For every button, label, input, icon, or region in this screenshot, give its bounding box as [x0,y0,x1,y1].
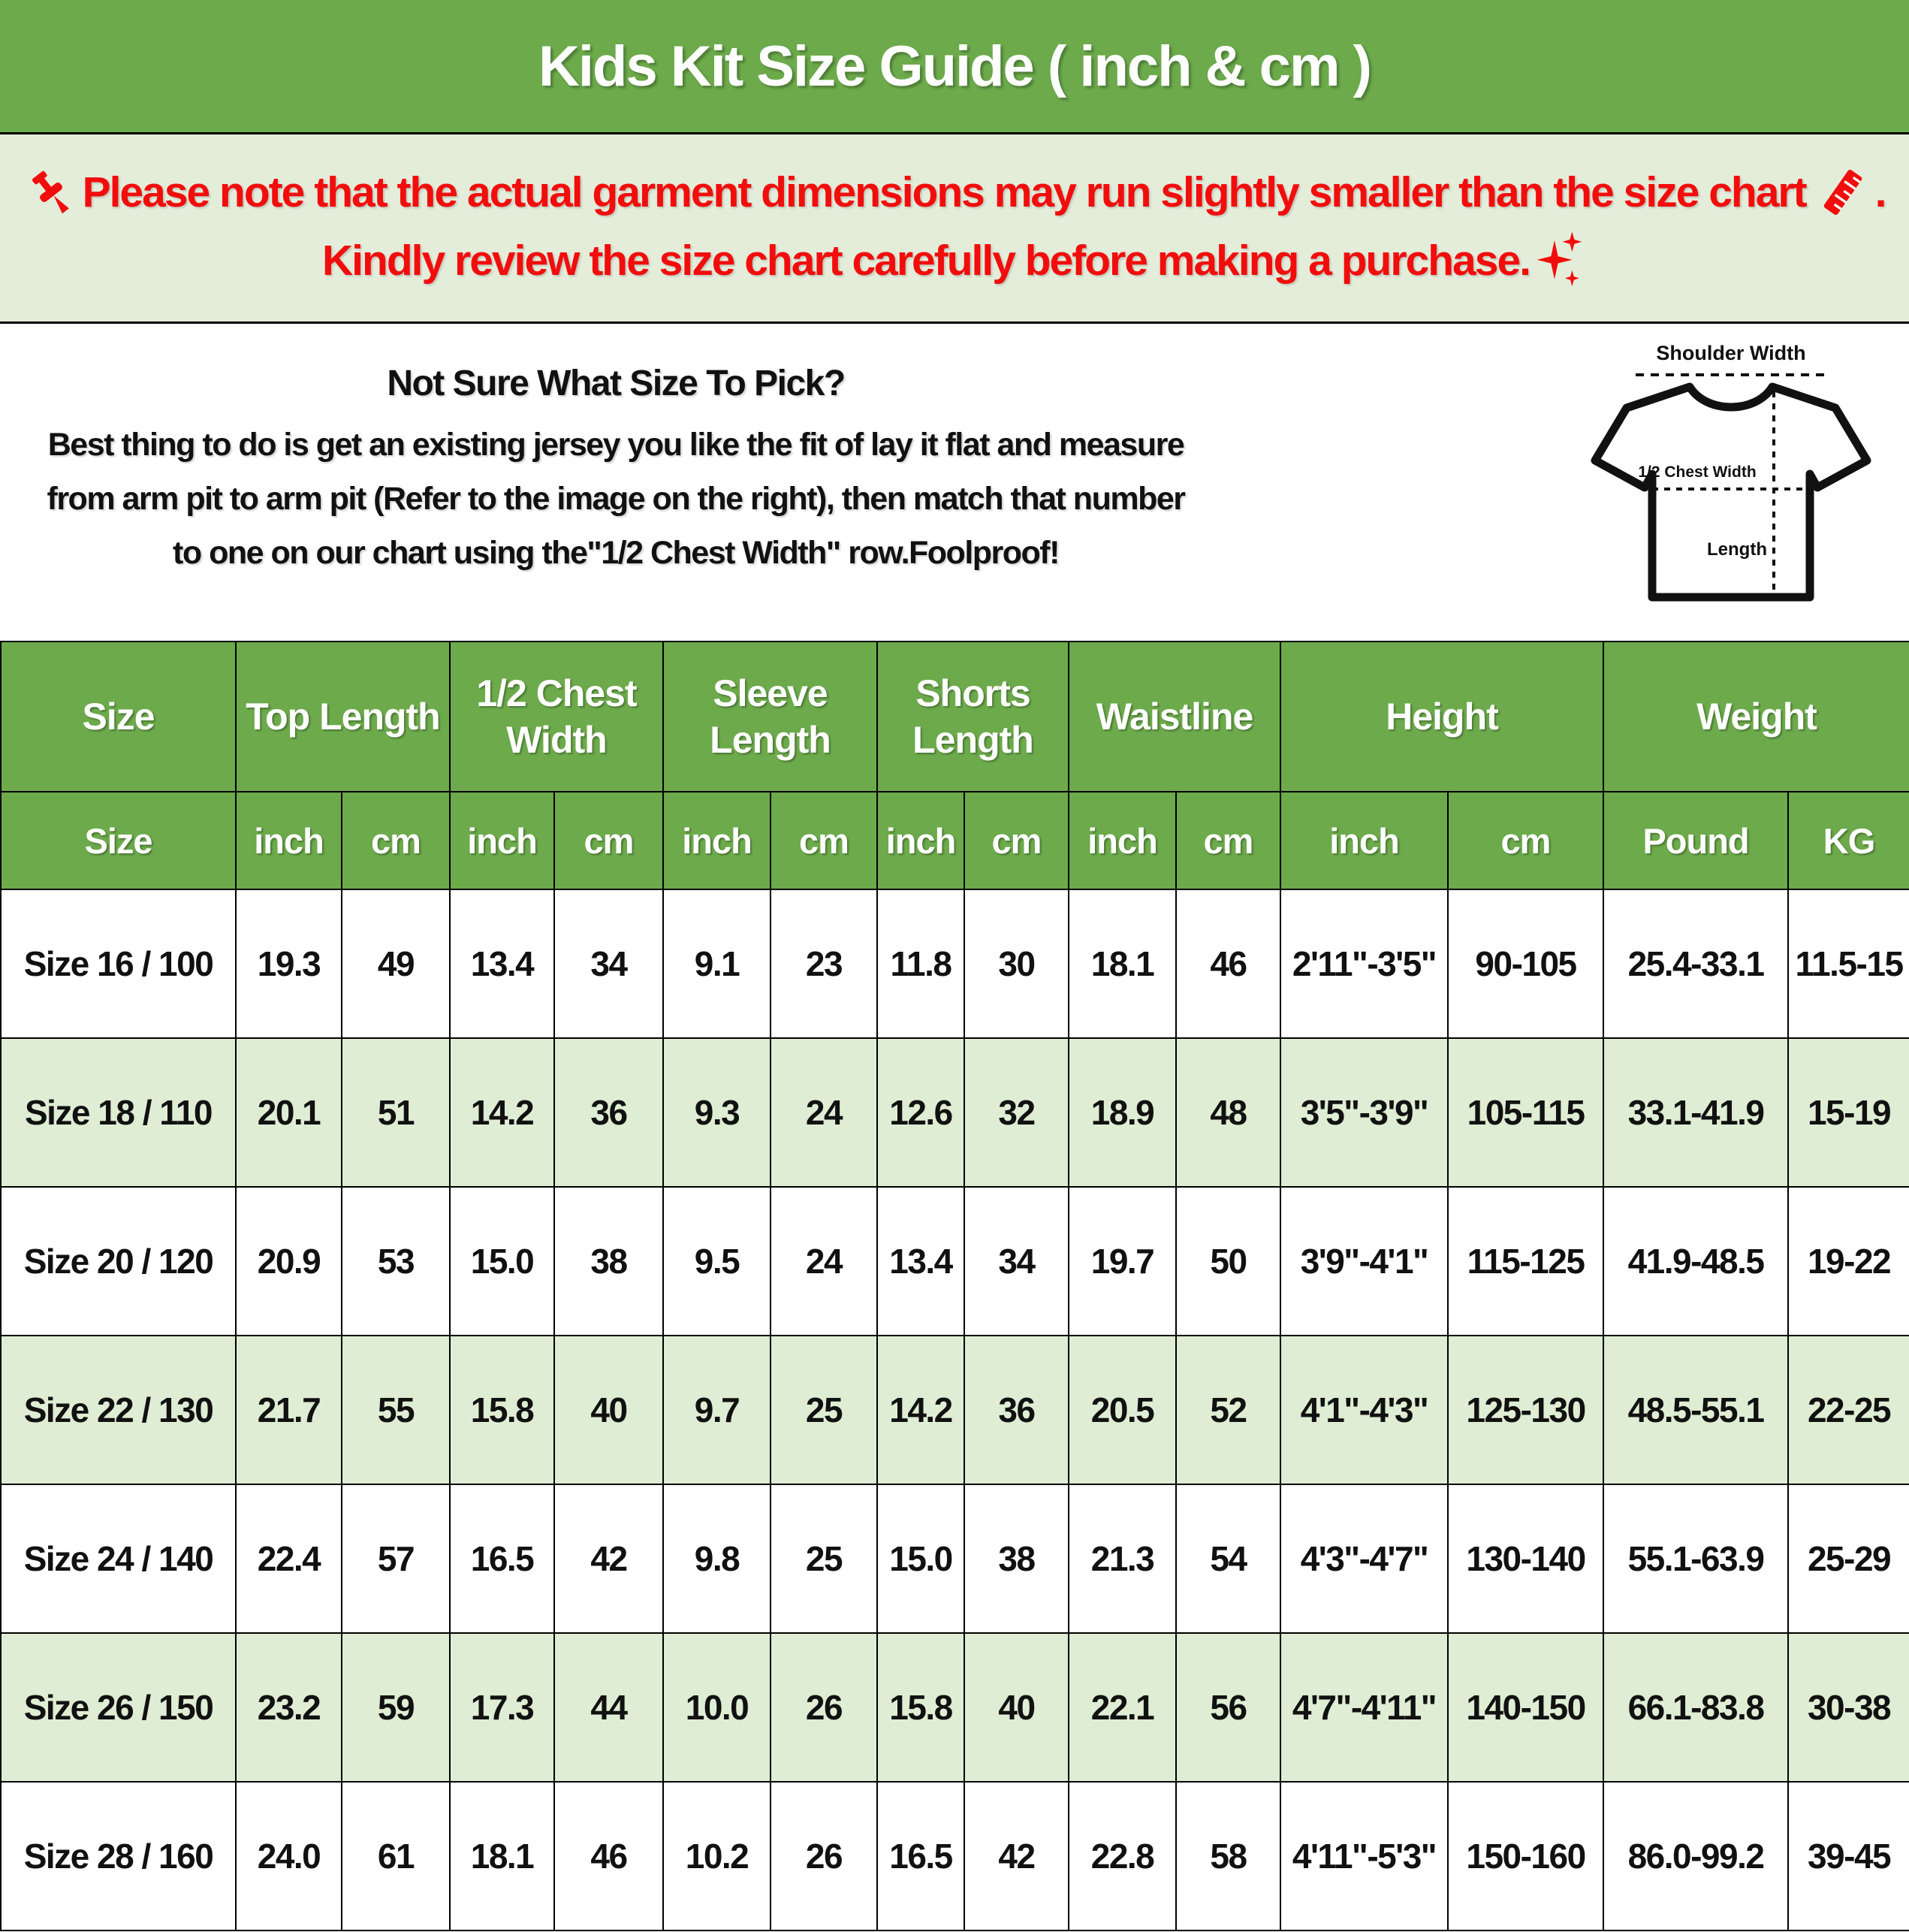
tshirt-measure-diagram [1577,333,1892,632]
value-cell: 54 [1176,1484,1280,1633]
unit-header: cm [771,792,877,889]
value-cell: 22.8 [1069,1782,1176,1930]
value-cell: 9.5 [663,1187,771,1336]
value-cell: 15.8 [877,1633,964,1782]
value-cell: 40 [554,1336,663,1484]
column-header-top-length: Top Length [236,641,450,792]
value-cell: 36 [964,1336,1069,1484]
value-cell: 23.2 [236,1633,342,1782]
table-row [1,1782,1909,1930]
value-cell: 34 [554,889,663,1038]
unit-header: cm [342,792,450,889]
value-cell: 14.2 [450,1038,554,1187]
value-cell: 125-130 [1448,1336,1603,1484]
size-cell: Size 28 / 160 [1,1782,236,1930]
notice-line-2 [322,230,1587,291]
value-cell: 3'9"-4'1" [1280,1187,1448,1336]
value-cell: 46 [1176,889,1280,1038]
value-cell: 34 [964,1187,1069,1336]
value-cell: 39-45 [1788,1782,1909,1930]
column-header-height: Height [1280,641,1603,792]
shoulder-width-label: Shoulder Width [1656,342,1806,364]
table-row [1,1484,1909,1633]
unit-header: inch [1069,792,1176,889]
unit-header: inch [1280,792,1448,889]
value-cell: 11.8 [877,889,964,1038]
notice-line2-text: Kindly review the size chart carefully before making a purchase. [322,236,1530,285]
value-cell: 24 [771,1187,877,1336]
unit-header: cm [964,792,1069,889]
table-row [1,1336,1909,1484]
value-cell: 46 [554,1782,663,1930]
value-cell: 50 [1176,1187,1280,1336]
size-cell: Size 22 / 130 [1,1336,236,1484]
value-cell: 9.7 [663,1336,771,1484]
value-cell: 38 [554,1187,663,1336]
value-cell: 9.1 [663,889,771,1038]
value-cell: 24.0 [236,1782,342,1930]
value-cell: 19.3 [236,889,342,1038]
value-cell: 14.2 [877,1336,964,1484]
size-cell: Size 20 / 120 [1,1187,236,1336]
value-cell: 25.4-33.1 [1603,889,1788,1038]
value-cell: 58 [1176,1782,1280,1930]
notice-line1-text: Please note that the actual garment dimensions may run slightly smaller than the size chart [82,168,1806,216]
value-cell: 18.1 [450,1782,554,1930]
value-cell: 42 [964,1782,1069,1930]
size-cell: Size 24 / 140 [1,1484,236,1633]
value-cell: 15.0 [877,1484,964,1633]
value-cell: 33.1-41.9 [1603,1038,1788,1187]
unit-header: inch [663,792,771,889]
value-cell: 52 [1176,1336,1280,1484]
sparkles-icon [1533,230,1587,291]
value-cell: 20.1 [236,1038,342,1187]
value-cell: 19-22 [1788,1187,1909,1336]
value-cell: 105-115 [1448,1038,1603,1187]
value-cell: 3'5"-3'9" [1280,1038,1448,1187]
table-row [1,1038,1909,1187]
value-cell: 18.1 [1069,889,1176,1038]
value-cell: 10.2 [663,1782,771,1930]
chest-width-label: 1/2 Chest Width [1638,463,1757,481]
value-cell: 12.6 [877,1038,964,1187]
value-cell: 59 [342,1633,450,1782]
size-cell: Size 18 / 110 [1,1038,236,1187]
unit-header: inch [877,792,964,889]
value-cell: 25 [771,1484,877,1633]
size-pick-guide-section [0,324,1909,641]
value-cell: 40 [964,1633,1069,1782]
value-cell: 20.9 [236,1187,342,1336]
unit-header: KG [1788,792,1909,889]
value-cell: 25 [771,1336,877,1484]
value-cell: 51 [342,1038,450,1187]
guide-text-block [0,324,1232,580]
tshirt-outline [1595,387,1867,597]
value-cell: 20.5 [1069,1336,1176,1484]
value-cell: 66.1-83.8 [1603,1633,1788,1782]
value-cell: 48.5-55.1 [1603,1336,1788,1484]
value-cell: 30-38 [1788,1633,1909,1782]
value-cell: 61 [342,1782,450,1930]
value-cell: 15.0 [450,1187,554,1336]
value-cell: 19.7 [1069,1187,1176,1336]
value-cell: 55.1-63.9 [1603,1484,1788,1633]
value-cell: 9.8 [663,1484,771,1633]
value-cell: 30 [964,889,1069,1038]
pushpin-icon [24,165,78,219]
value-cell: 21.3 [1069,1484,1176,1633]
value-cell: 140-150 [1448,1633,1603,1782]
value-cell: 41.9-48.5 [1603,1187,1788,1336]
table-unit-header-row [1,792,1909,889]
value-cell: 26 [771,1782,877,1930]
guide-heading: Not Sure What Size To Pick? [387,364,845,403]
value-cell: 18.9 [1069,1038,1176,1187]
value-cell: 115-125 [1448,1187,1603,1336]
value-cell: 48 [1176,1038,1280,1187]
value-cell: 11.5-15 [1788,889,1909,1038]
value-cell: 25-29 [1788,1484,1909,1633]
value-cell: 13.4 [877,1187,964,1336]
value-cell: 53 [342,1187,450,1336]
value-cell: 13.4 [450,889,554,1038]
value-cell: 24 [771,1038,877,1187]
value-cell: 150-160 [1448,1782,1603,1930]
page-title: Kids Kit Size Guide ( inch & cm ) [538,34,1371,98]
value-cell: 55 [342,1336,450,1484]
value-cell: 2'11"-3'5" [1280,889,1448,1038]
unit-header: inch [236,792,342,889]
size-table [0,641,1909,1931]
size-cell: Size 16 / 100 [1,889,236,1038]
value-cell: 26 [771,1633,877,1782]
value-cell: 86.0-99.2 [1603,1782,1788,1930]
table-row [1,1633,1909,1782]
value-cell: 10.0 [663,1633,771,1782]
column-header-shorts-length: Shorts Length [877,641,1069,792]
value-cell: 4'11"-5'3" [1280,1782,1448,1930]
value-cell: 15-19 [1788,1038,1909,1187]
notice-line-1 [24,165,1886,219]
guide-line: Best thing to do is get an existing jersey you like the fit of lay it flat and measure [47,427,1184,463]
size-table-body [1,889,1909,1930]
value-cell: 56 [1176,1633,1280,1782]
column-header-chest-width: 1/2 Chest Width [450,641,663,792]
notice-line1-period: . [1874,168,1886,216]
value-cell: 49 [342,889,450,1038]
ruler-icon [1817,166,1869,219]
notice-banner [0,134,1909,324]
value-cell: 130-140 [1448,1484,1603,1633]
guide-line: to one on our chart using the"1/2 Chest Width" row.Foolproof! [173,535,1059,571]
value-cell: 4'1"-4'3" [1280,1336,1448,1484]
size-cell: Size 26 / 150 [1,1633,236,1782]
value-cell: 22.4 [236,1484,342,1633]
unit-header: cm [1448,792,1603,889]
unit-header: cm [554,792,663,889]
value-cell: 22.1 [1069,1633,1176,1782]
value-cell: 42 [554,1484,663,1633]
value-cell: 4'3"-4'7" [1280,1484,1448,1633]
unit-header: inch [450,792,554,889]
value-cell: 32 [964,1038,1069,1187]
value-cell: 21.7 [236,1336,342,1484]
value-cell: 17.3 [450,1633,554,1782]
column-header-size: Size [1,641,236,792]
table-row [1,889,1909,1038]
length-label: Length [1707,539,1767,560]
unit-header: cm [1176,792,1280,889]
column-header-waistline: Waistline [1069,641,1280,792]
value-cell: 23 [771,889,877,1038]
value-cell: 15.8 [450,1336,554,1484]
value-cell: 4'7"-4'11" [1280,1633,1448,1782]
unit-header: Pound [1603,792,1788,889]
value-cell: 22-25 [1788,1336,1909,1484]
title-bar [0,0,1909,134]
value-cell: 90-105 [1448,889,1603,1038]
column-header-weight: Weight [1603,641,1909,792]
value-cell: 9.3 [663,1038,771,1187]
table-row [1,1187,1909,1336]
value-cell: 36 [554,1038,663,1187]
unit-header: Size [1,792,236,889]
value-cell: 38 [964,1484,1069,1633]
value-cell: 16.5 [877,1782,964,1930]
column-header-sleeve-length: Sleeve Length [663,641,877,792]
value-cell: 44 [554,1633,663,1782]
guide-line: from arm pit to arm pit (Refer to the image on the right), then match that number [47,481,1185,517]
value-cell: 57 [342,1484,450,1633]
value-cell: 16.5 [450,1484,554,1633]
table-group-header-row [1,641,1909,792]
